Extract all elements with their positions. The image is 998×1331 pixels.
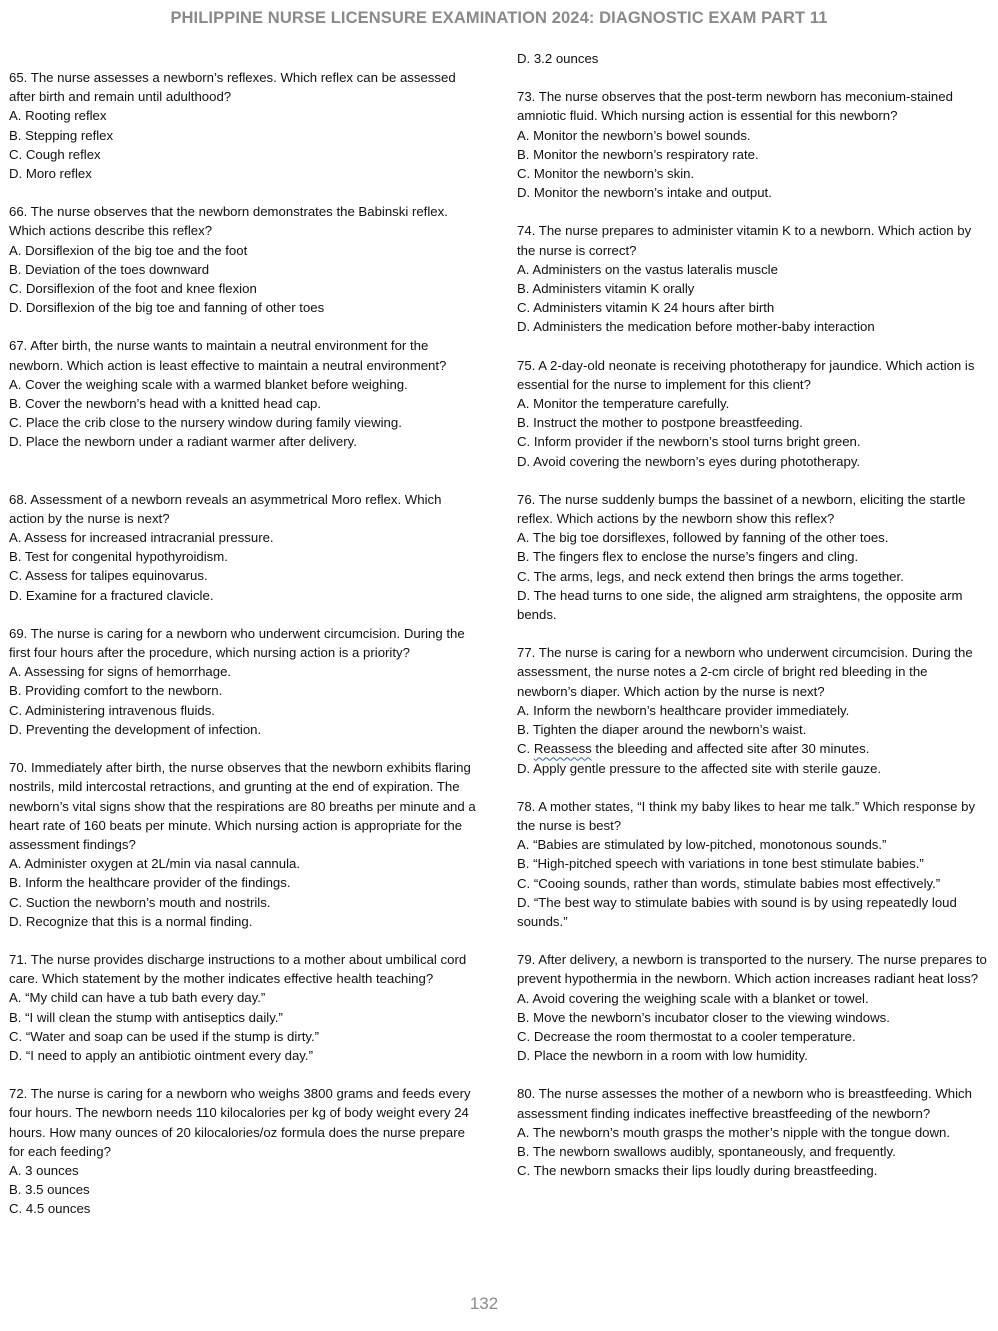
question-stem: 80. The nurse assesses the mother of a newborn who is breastfeeding. Which assessment finding indicates ineffective breastfeeding of the newborn? [517, 1086, 972, 1121]
question-79 [517, 950, 987, 1065]
option-b: B. Administers vitamin K orally [517, 281, 695, 297]
question-71 [9, 950, 479, 1065]
option-c: C. Dorsiflexion of the foot and knee flexion [9, 281, 257, 297]
question-stem: 74. The nurse prepares to administer vitamin K to a newborn. Which action by the nurse is correct? [517, 223, 972, 258]
option-b: B. Providing comfort to the newborn. [9, 683, 223, 699]
option-d: D. Moro reflex [9, 166, 92, 182]
option-b: B. “High-pitched speech with variations in tone best stimulate babies.” [517, 856, 924, 872]
question-stem: 66. The nurse observes that the newborn demonstrates the Babinski reflex. Which actions describe this reflex? [9, 204, 448, 239]
option-a: A. “Babies are stimulated by low-pitched, monotonous sounds.” [517, 837, 887, 853]
question-stem: 71. The nurse provides discharge instructions to a mother about umbilical cord care. Which statement by the mother indicates effective health teaching? [9, 951, 467, 987]
option-c: C. Cough reflex [9, 146, 101, 162]
option-a: A. The big toe dorsiflexes, followed by fanning of the other toes. [517, 530, 889, 546]
option-b: B. Stepping reflex [9, 127, 114, 143]
option-a: A. Assess for increased intracranial pressure. [9, 530, 274, 546]
question-69 [9, 624, 479, 739]
option-c-rest: the bleeding and affected site after 30 minutes. [591, 741, 870, 757]
option-b: B. Monitor the newborn’s respiratory rate. [517, 146, 759, 162]
option-a: A. Avoid covering the weighing scale with a blanket or towel. [517, 990, 869, 1006]
question-stem: 79. After delivery, a newborn is transported to the nursery. The nurse prepares to prevent hypothermia in the newborn. Which action increases radiant heat loss? [517, 952, 987, 987]
option-d: D. Apply gentle pressure to the affected site with sterile gauze. [517, 760, 882, 776]
page-header: PHILIPPINE NURSE LICENSURE EXAMINATION 2024: DIAGNOSTIC EXAM PART 11 [170, 9, 828, 27]
option-d: D. Recognize that this is a normal finding. [9, 913, 253, 929]
question-80 [517, 1084, 987, 1180]
option-a: A. Monitor the newborn’s bowel sounds. [517, 127, 751, 143]
option-b: B. Instruct the mother to postpone breastfeeding. [517, 415, 803, 431]
option-a: A. The newborn’s mouth grasps the mother’s nipple with the tongue down. [517, 1124, 951, 1140]
option-b: B. 3.5 ounces [9, 1182, 90, 1198]
question-76 [517, 490, 987, 624]
option-a: A. Administers on the vastus lateralis muscle [517, 261, 778, 277]
option-a: A. Administer oxygen at 2L/min via nasal cannula. [9, 856, 301, 872]
question-stem: 67. After birth, the nurse wants to maintain a neutral environment for the newborn. Which action is least effective to maintain a neutral environment? [9, 338, 447, 373]
option-b: B. “I will clean the stump with antiseptics daily.” [9, 1009, 283, 1025]
option-b: B. Move the newborn’s incubator closer to the viewing windows. [517, 1009, 890, 1025]
question-65 [9, 68, 479, 183]
option-d: D. Monitor the newborn’s intake and output. [517, 185, 772, 201]
option-d: D. Preventing the development of infection. [9, 721, 262, 737]
question-75 [517, 356, 987, 471]
option-c: C. “Cooing sounds, rather than words, stimulate babies most effectively.” [517, 875, 941, 891]
option-d: D. Place the newborn in a room with low humidity. [517, 1048, 808, 1064]
spellcheck-flagged-word: Reassess [533, 741, 592, 757]
option-d: D. “I need to apply an antibiotic ointment every day.” [9, 1047, 313, 1063]
option-b: B. Deviation of the toes downward [9, 261, 210, 277]
option-c: C. Suction the newborn’s mouth and nostrils. [9, 894, 271, 910]
option-a: A. Inform the newborn’s healthcare provider immediately. [517, 702, 850, 718]
option-c: C. “Water and soap can be used if the stump is dirty.” [9, 1028, 320, 1044]
option-c: C. Administering intravenous fluids. [9, 702, 215, 718]
question-66 [9, 202, 479, 317]
question-stem: 73. The nurse observes that the post-term newborn has meconium-stained amniotic fluid. Which nursing action is essential for this newborn? [517, 89, 953, 124]
option-c: C. 4.5 ounces [9, 1201, 91, 1217]
option-a: A. Cover the weighing scale with a warmed blanket before weighing. [9, 376, 408, 392]
option-b: B. Test for congenital hypothyroidism. [9, 549, 228, 565]
option-d: D. Administers the medication before mother-baby interaction [517, 319, 875, 335]
question-stem: 75. A 2-day-old neonate is receiving phototherapy for jaundice. Which action is essential for the nurse to implement for this client? [517, 357, 975, 392]
question-stem: 77. The nurse is caring for a newborn who underwent circumcision. During the assessment, the nurse notes a 2-cm circle of bright red bleeding in the newborn’s diaper. Which action by the nurse is next? [517, 645, 973, 699]
question-72-continued [517, 49, 987, 68]
option-c: C. Monitor the newborn’s skin. [517, 166, 695, 182]
option-b: B. The fingers flex to enclose the nurse’s fingers and cling. [517, 549, 859, 565]
option-a: A. Rooting reflex [9, 108, 107, 124]
left-column [9, 49, 479, 1219]
option-a: A. Dorsiflexion of the big toe and the foot [9, 242, 248, 258]
question-stem: 68. Assessment of a newborn reveals an asymmetrical Moro reflex. Which action by the nurse is next? [9, 491, 442, 526]
question-stem: 65. The nurse assesses a newborn’s reflexes. Which reflex can be assessed after birth and remain until adulthood? [9, 70, 456, 105]
question-73 [517, 87, 987, 202]
question-67 [9, 336, 479, 451]
option-c: C. Decrease the room thermostat to a cooler temperature. [517, 1028, 856, 1044]
option-c: C. Administers vitamin K 24 hours after birth [517, 300, 775, 316]
question-78 [517, 797, 987, 931]
page-number: 132 [469, 1294, 499, 1313]
option-d: D. 3.2 ounces [517, 51, 599, 66]
question-stem: 70. Immediately after birth, the nurse observes that the newborn exhibits flaring nostrils, mild intercostal retractions, and grunting at the end of expiration. The newborn’s vital signs show that the respirations are 80 breaths per minute and a heart rate of 160 beats per minute. Which nursing action is appropriate for the assessment findings? [9, 760, 476, 852]
option-d: D. Examine for a fractured clavicle. [9, 587, 214, 603]
question-72 [9, 1084, 479, 1218]
question-stem: 69. The nurse is caring for a newborn who underwent circumcision. During the first four hours after the procedure, which nursing action is a priority? [9, 625, 465, 661]
option-c: C. The newborn smacks their lips loudly during breastfeeding. [517, 1163, 878, 1179]
question-77 [517, 643, 987, 777]
option-d: D. “The best way to stimulate babies with sound is by using repeatedly loud sounds.” [517, 894, 957, 929]
option-d: D. Dorsiflexion of the big toe and fanning of other toes [9, 300, 325, 316]
question-74 [517, 221, 987, 336]
option-b: B. Cover the newborn’s head with a knitted head cap. [9, 396, 322, 412]
option-d: D. The head turns to one side, the aligned arm straightens, the opposite arm bends. [517, 587, 963, 623]
option-b: B. Tighten the diaper around the newborn’s waist. [517, 722, 807, 738]
question-stem: 76. The nurse suddenly bumps the bassinet of a newborn, eliciting the startle reflex. Which actions by the newborn show this reflex? [517, 491, 966, 527]
option-b: B. The newborn swallows audibly, spontaneously, and frequently. [517, 1143, 896, 1159]
option-a: A. 3 ounces [9, 1162, 79, 1178]
option-c: C. The arms, legs, and neck extend then brings the arms together. [517, 568, 904, 584]
option-d: D. Place the newborn under a radiant warmer after delivery. [9, 434, 357, 450]
right-column [517, 49, 987, 1180]
option-a: A. Monitor the temperature carefully. [517, 396, 730, 412]
option-c: C. Inform provider if the newborn’s stool turns bright green. [517, 434, 861, 450]
question-68 [9, 490, 479, 605]
option-c-prefix: C. [517, 741, 534, 757]
option-b: B. Inform the healthcare provider of the findings. [9, 875, 291, 891]
option-a: A. Assessing for signs of hemorrhage. [9, 664, 232, 680]
question-stem: 72. The nurse is caring for a newborn who weighs 3800 grams and feeds every four hours. The newborn needs 110 kilocalories per kg of body weight every 24 hours. How many ounces of 20 kilocalories/oz formula does the nurse prepare for each feeding? [9, 1086, 471, 1159]
option-c: C. Assess for talipes equinovarus. [9, 568, 208, 584]
option-c: C. Place the crib close to the nursery window during family viewing. [9, 415, 402, 431]
question-stem: 78. A mother states, “I think my baby likes to hear me talk.” Which response by the nurse is best? [517, 798, 976, 833]
option-d: D. Avoid covering the newborn’s eyes during phototherapy. [517, 453, 861, 469]
option-a: A. “My child can have a tub bath every day.” [9, 990, 266, 1006]
option-c [517, 739, 987, 758]
question-70 [9, 758, 479, 931]
